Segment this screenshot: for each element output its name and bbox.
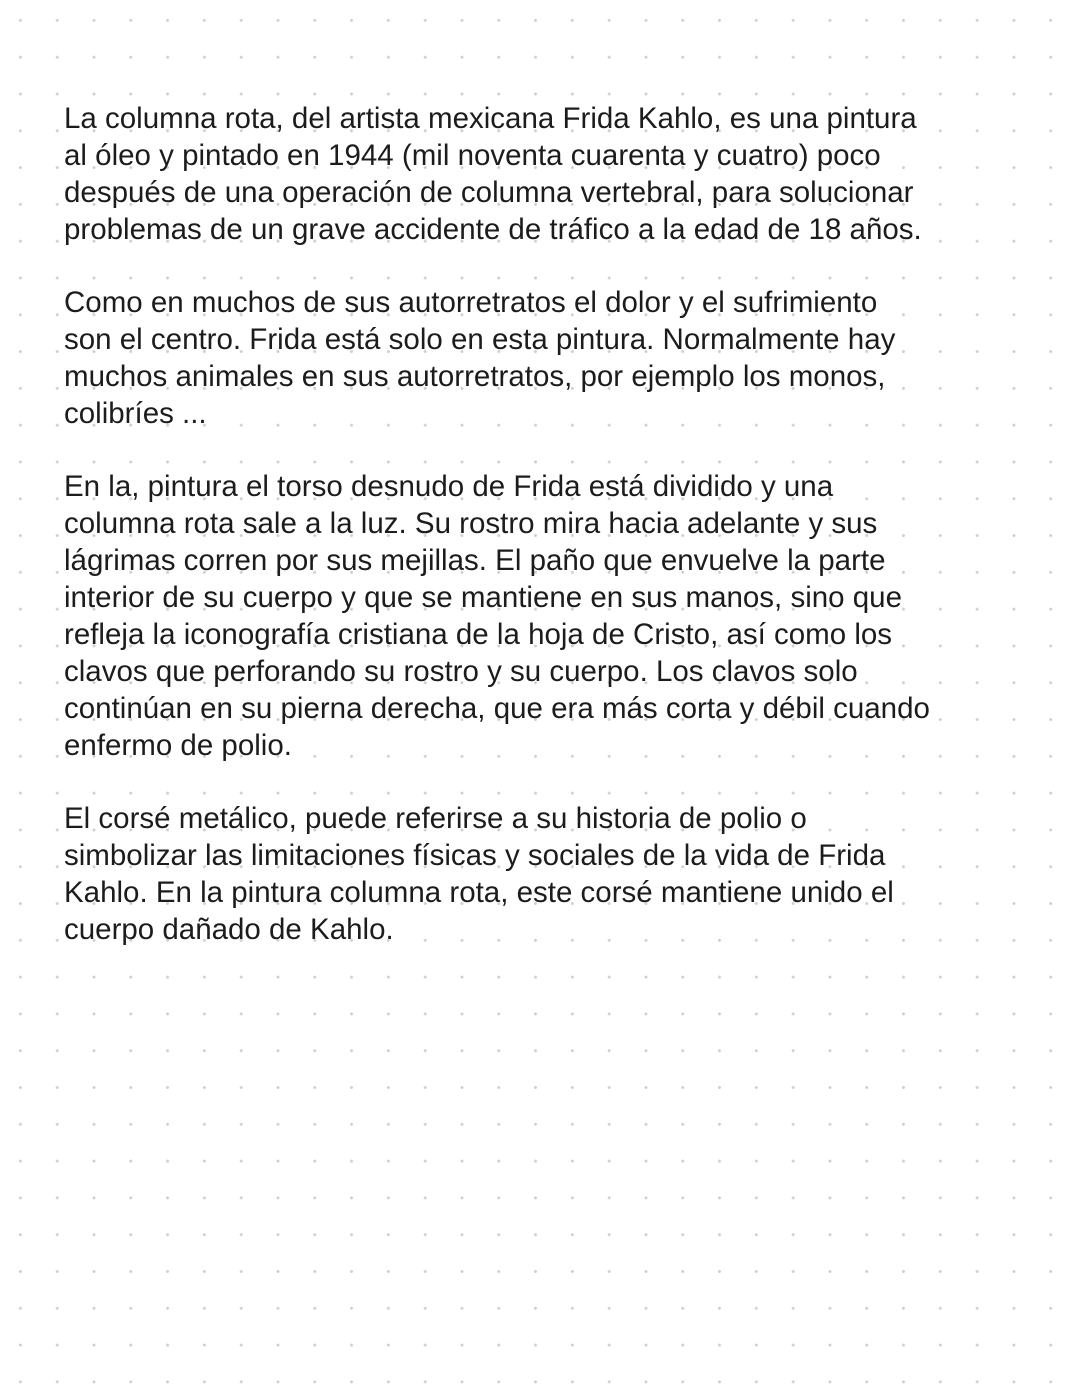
text-line: En la, pintura el torso desnudo de Frida está dividido y una	[64, 470, 834, 503]
text-line: El corsé metálico, puede referirse a su historia de polio o	[64, 802, 807, 835]
text-line: problemas de un grave accidente de tráfico a la edad de 18 años.	[64, 213, 922, 246]
text-line: enfermo de polio.	[64, 729, 292, 762]
text-line: lágrimas corren por sus mejillas. El paño que envuelve la parte	[64, 544, 886, 577]
text-line: colibríes ...	[64, 397, 207, 430]
text-line: simbolizar las limitaciones físicas y sociales de la vida de Frida	[64, 839, 886, 872]
paragraph-themes	[64, 284, 1024, 432]
paragraph-corset	[64, 800, 1024, 948]
text-line: cuerpo dañado de Kahlo.	[64, 913, 394, 946]
text-line: clavos que perforando su rostro y su cuerpo. Los clavos solo	[64, 655, 858, 688]
paragraph-description	[64, 468, 1024, 764]
text-line: interior de su cuerpo y que se mantiene en sus manos, sino que	[64, 581, 902, 614]
text-line: Kahlo. En la pintura columna rota, este corsé mantiene unido el	[64, 876, 894, 909]
text-line: son el centro. Frida está solo en esta pintura. Normalmente hay	[64, 323, 896, 356]
text-line: columna rota sale a la luz. Su rostro mira hacia adelante y sus	[64, 507, 878, 540]
text-line: La columna rota, del artista mexicana Frida Kahlo, es una pintura	[64, 102, 917, 135]
text-line: continúan en su pierna derecha, que era más corta y débil cuando	[64, 692, 930, 725]
text-line: refleja la iconografía cristiana de la hoja de Cristo, así como los	[64, 618, 893, 651]
text-line: al óleo y pintado en 1944 (mil noventa cuarenta y cuatro) poco	[64, 139, 881, 172]
document-body	[64, 100, 1024, 984]
paragraph-intro	[64, 100, 1024, 248]
text-line: Como en muchos de sus autorretratos el dolor y el sufrimiento	[64, 286, 878, 319]
text-line: después de una operación de columna vertebral, para solucionar	[64, 176, 914, 209]
text-line: muchos animales en sus autorretratos, por ejemplo los monos,	[64, 360, 886, 393]
